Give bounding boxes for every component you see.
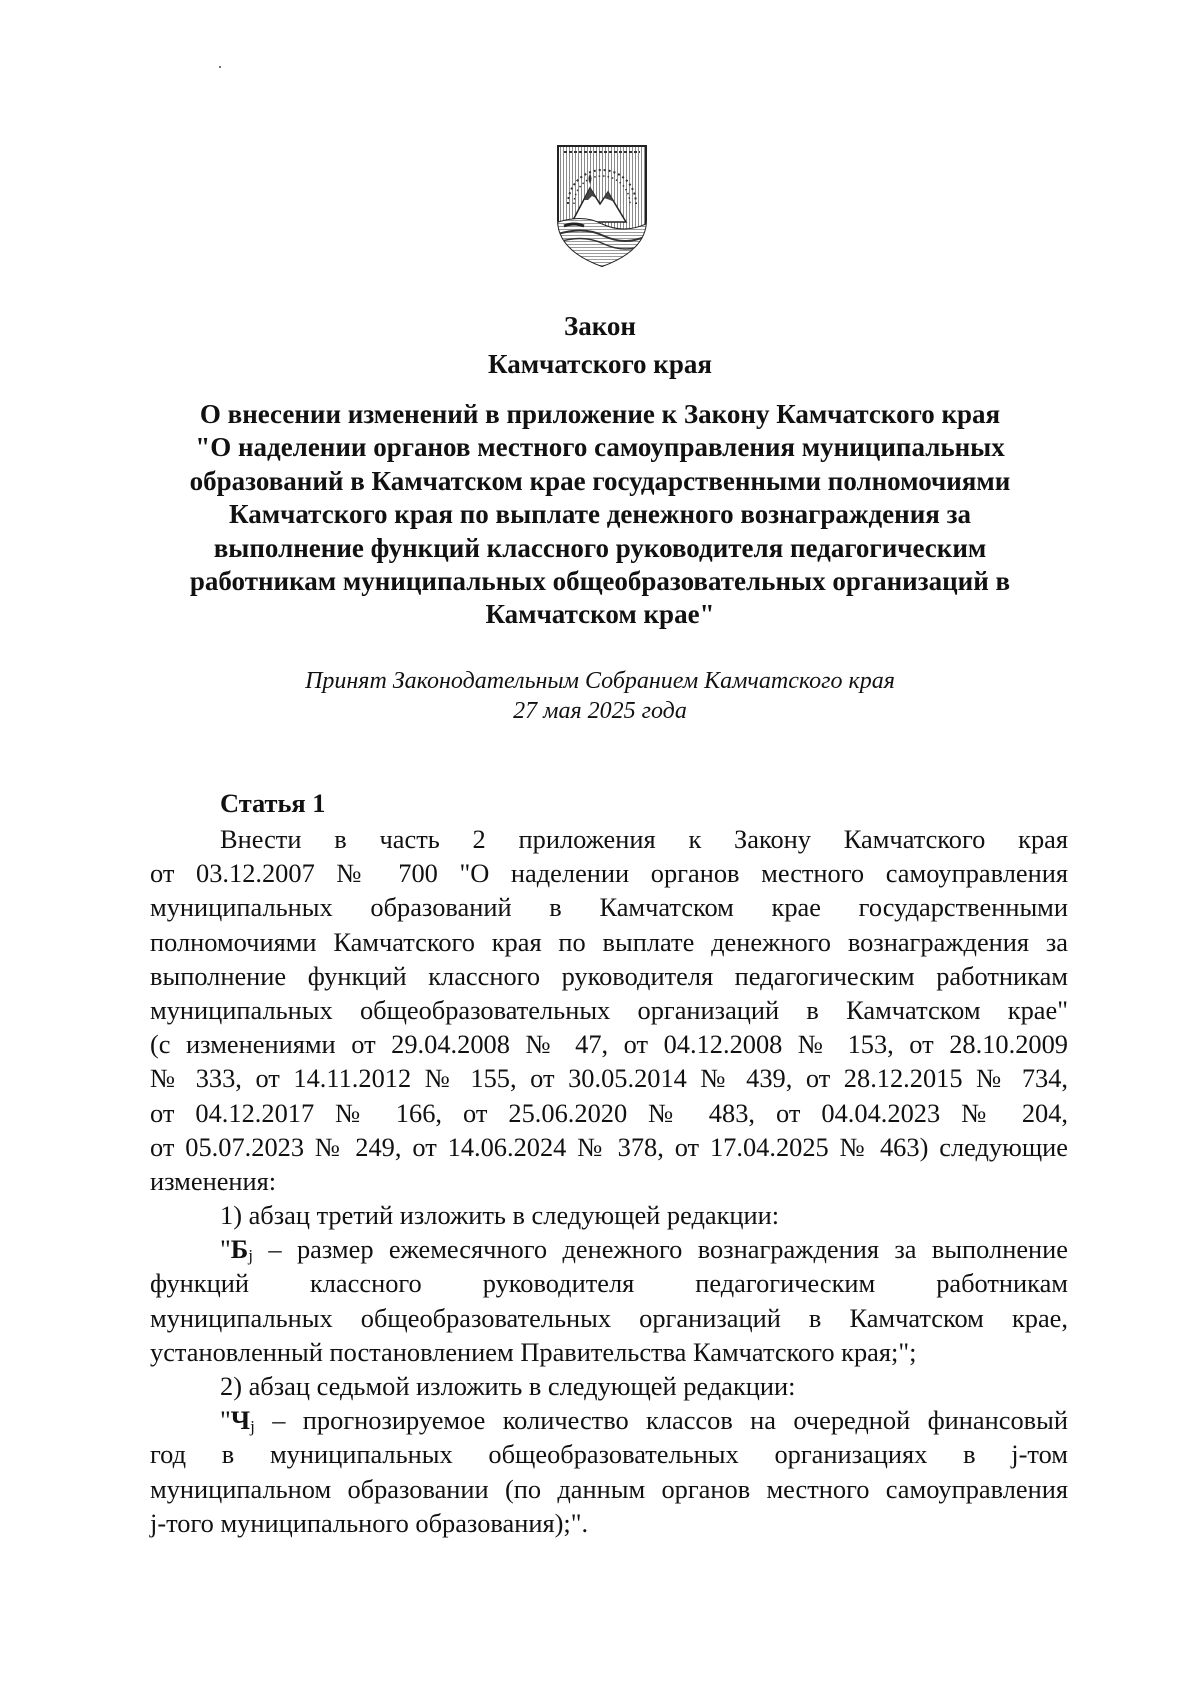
law-heading-line: "О наделении органов местного самоуправления муниципальных (195, 432, 1005, 463)
law-heading-line: Камчатском крае" (485, 599, 715, 630)
amendment-2-first-text: – прогнозируемое количество классов на очередной финансовый (254, 1405, 1068, 1436)
article-1-line: полномочиями Камчатского края по выплате денежного вознаграждения за (150, 926, 1068, 957)
law-heading-line: образований в Камчатском крае государственными полномочиями (189, 465, 1011, 496)
amendment-1-label: 1) абзац третий изложить в следующей редакции: (220, 1200, 780, 1231)
law-heading-line: работникам муниципальных общеобразовательных организаций в (189, 566, 1011, 597)
article-1-line: муниципальных образований в Камчатском крае государственными (150, 892, 1068, 923)
article-1-line: изменения: (150, 1165, 277, 1196)
law-heading-line: Камчатского края по выплате денежного вознаграждения за (229, 499, 971, 530)
article-1-body (150, 822, 1068, 1540)
adoption-body: Принят Законодательным Собранием Камчатского края (305, 668, 895, 694)
variable-subscript: j (248, 1246, 254, 1266)
law-title: Закон (563, 311, 636, 341)
article-1-line: от 05.07.2023 № 249, от 14.06.2024 № 378, от 17.04.2025 № 463) следующие (150, 1131, 1068, 1162)
scan-speck (219, 66, 221, 68)
law-heading (150, 398, 1050, 632)
amendment-2-line: год в муниципальных общеобразовательных организациях в j-том (150, 1439, 1068, 1470)
amendment-1-first-text: – размер ежемесячного денежного вознаграждения за выполнение (253, 1234, 1068, 1265)
article-1-line: от 03.12.2007 № 700 "О наделении органов местного самоуправления (150, 858, 1068, 889)
amendment-2-label: 2) абзац седьмой изложить в следующей редакции: (220, 1371, 796, 1401)
adoption-date: 27 мая 2025 года (513, 698, 687, 724)
amendment-2-first-line (150, 1403, 1068, 1437)
variable-b-symbol: Б (230, 1234, 249, 1265)
law-region-title: Камчатского края (488, 349, 712, 379)
article-1-line: выполнение функций классного руководителя педагогическим работникам (150, 960, 1068, 991)
variable-ch-symbol: Ч (230, 1405, 251, 1436)
article-1-line: муниципальных общеобразовательных организаций в Камчатском крае" (150, 994, 1068, 1025)
amendment-1-line: функций классного руководителя педагогическим работникам (150, 1268, 1068, 1299)
amendment-1-first-line (150, 1232, 1068, 1266)
amendment-2-line: муниципальном образовании (по данным органов местного самоуправления (150, 1473, 1068, 1504)
law-heading-line: выполнение функций классного руководителя педагогическим (213, 532, 987, 563)
article-1-line: Внести в часть 2 приложения к Закону Камчатского края (220, 824, 1068, 854)
article-1-line: (с изменениями от 29.04.2008 № 47, от 04.12.2008 № 153, от 28.10.2009 (150, 1029, 1068, 1060)
variable-subscript: j (250, 1417, 255, 1437)
amendment-1-line: установленный постановлением Правительства Камчатского края;"; (150, 1336, 917, 1367)
adoption-note (150, 666, 1050, 726)
amendment-1-line: муниципальных общеобразовательных организаций в Камчатском крае, (150, 1302, 1068, 1333)
article-1-line: от 04.12.2017 № 166, от 25.06.2020 № 483, от 04.04.2023 № 204, (150, 1097, 1068, 1128)
quote-mark: " (220, 1234, 231, 1265)
law-heading-line: О внесении изменений в приложение к Закону Камчатского края (199, 399, 1001, 429)
quote-mark: " (220, 1405, 231, 1436)
article-1-title: Статья 1 (220, 788, 326, 818)
amendment-2-line: j-того муниципального образования);". (150, 1507, 589, 1538)
article-1-line: № 333, от 14.11.2012 № 155, от 30.05.2014 № 439, от 28.12.2015 № 734, (150, 1063, 1068, 1094)
kamchatka-coat-of-arms-icon (554, 142, 650, 270)
